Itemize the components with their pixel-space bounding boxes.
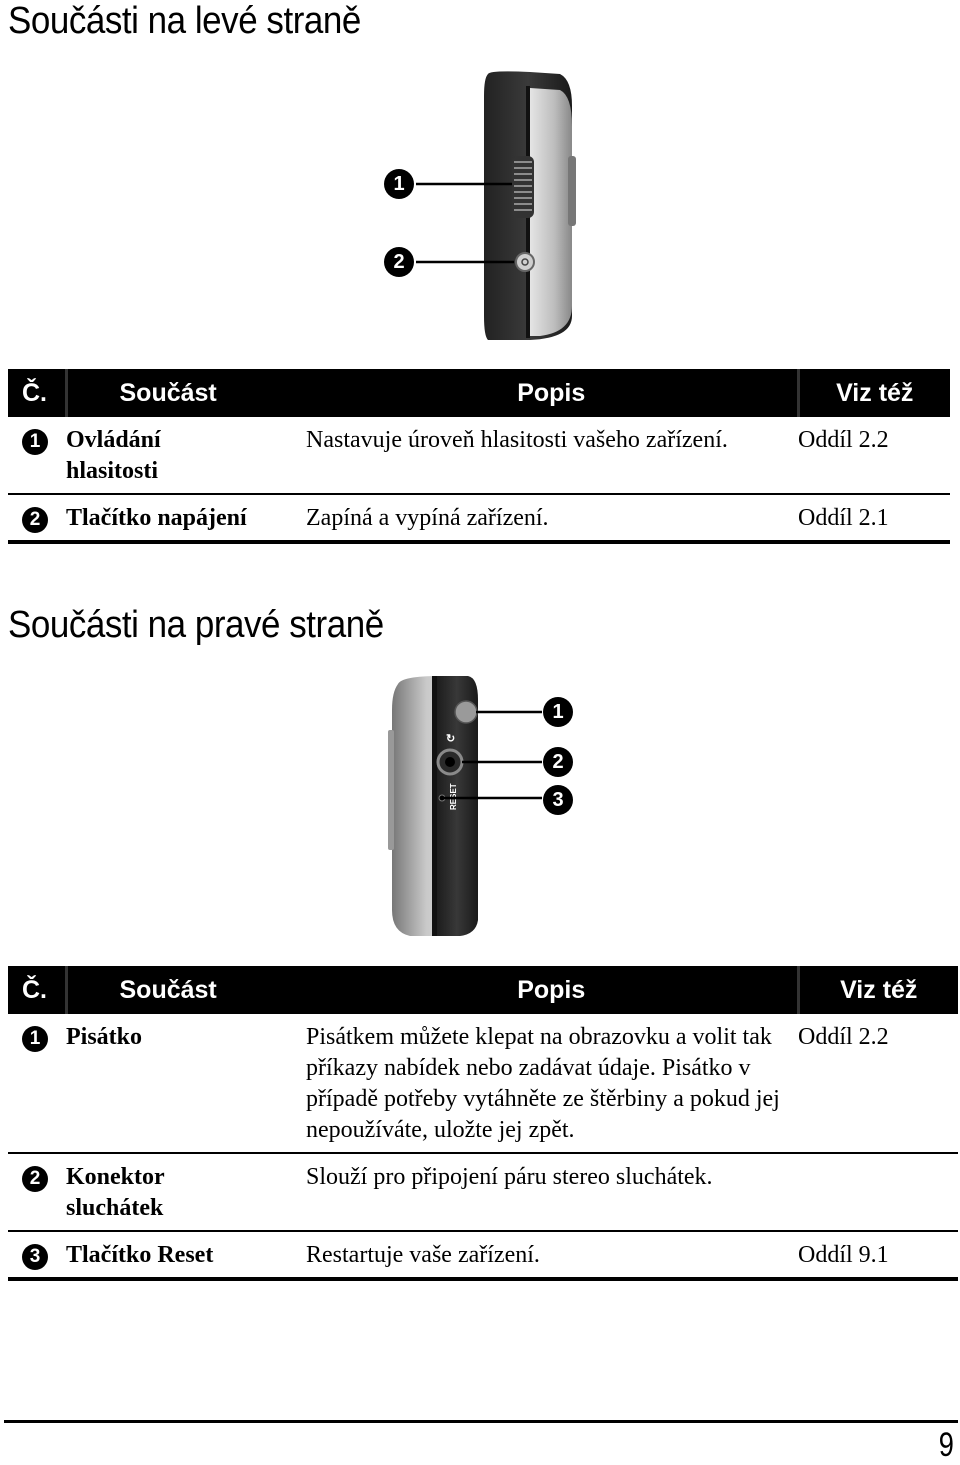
part-name: Konektor sluchátek: [66, 1153, 306, 1231]
see-also-reference: Oddíl 2.2: [798, 1014, 958, 1153]
header-part: Součást: [66, 369, 306, 417]
part-description: Restartuje vaše zařízení.: [306, 1231, 798, 1279]
header-see-also: Viz též: [798, 966, 958, 1014]
part-description: Zapíná a vypíná zařízení.: [306, 494, 798, 542]
see-also-reference: Oddíl 2.2: [798, 417, 950, 494]
table-row: [8, 1231, 958, 1279]
device-right-side-figure: [380, 670, 590, 942]
footer-rule: [4, 1420, 958, 1423]
callout-2: 2: [384, 247, 414, 277]
section-heading-left: Součásti na levé straně: [8, 0, 361, 42]
left-side-parts-table: [8, 369, 950, 544]
part-name: Pisátko: [66, 1014, 306, 1153]
header-part: Součást: [66, 966, 306, 1014]
section-heading-right: Součásti na pravé straně: [8, 604, 384, 646]
header-description: Popis: [306, 369, 798, 417]
table-row: [8, 494, 950, 542]
table-header-row: [8, 369, 950, 417]
row-number-badge: 1: [22, 1026, 48, 1052]
callout-2: 2: [543, 747, 573, 777]
part-description: Slouží pro připojení páru stereo sluchátek.: [306, 1153, 798, 1231]
header-see-also: Viz též: [798, 369, 950, 417]
see-also-reference: [798, 1153, 958, 1231]
table-row: [8, 1014, 958, 1153]
reset-label: RESET: [449, 783, 458, 810]
see-also-reference: Oddíl 2.1: [798, 494, 950, 542]
table-row: [8, 1153, 958, 1231]
device-left-side-figure: [380, 66, 590, 346]
header-number: Č.: [8, 966, 66, 1014]
table-header-row: [8, 966, 958, 1014]
header-number: Č.: [8, 369, 66, 417]
callout-1: 1: [543, 697, 573, 727]
callout-1: 1: [384, 169, 414, 199]
part-description: Nastavuje úroveň hlasitosti vašeho zařízení.: [306, 417, 798, 494]
part-name: Tlačítko Reset: [66, 1231, 306, 1279]
right-side-parts-table: [8, 966, 958, 1281]
row-number-badge: 2: [22, 507, 48, 533]
part-description: Pisátkem můžete klepat na obrazovku a volit tak příkazy nabídek nebo zadávat údaje. Pisátko v případě potřeby vytáhněte ze štěrbiny a pokud jej nepoužíváte, uložte jej zpět.: [306, 1014, 798, 1153]
row-number-badge: 3: [22, 1244, 48, 1270]
table-row: [8, 417, 950, 494]
row-number-badge: 1: [22, 429, 48, 455]
row-number-badge: 2: [22, 1166, 48, 1192]
header-description: Popis: [306, 966, 798, 1014]
svg-text:↻: ↻: [446, 733, 456, 745]
device-left-side-illustration: [380, 66, 590, 346]
see-also-reference: Oddíl 9.1: [798, 1231, 958, 1279]
callout-3: 3: [543, 785, 573, 815]
page-number: 9: [938, 1426, 954, 1464]
part-name: Ovládání hlasitosti: [66, 417, 306, 494]
part-name: Tlačítko napájení: [66, 494, 306, 542]
